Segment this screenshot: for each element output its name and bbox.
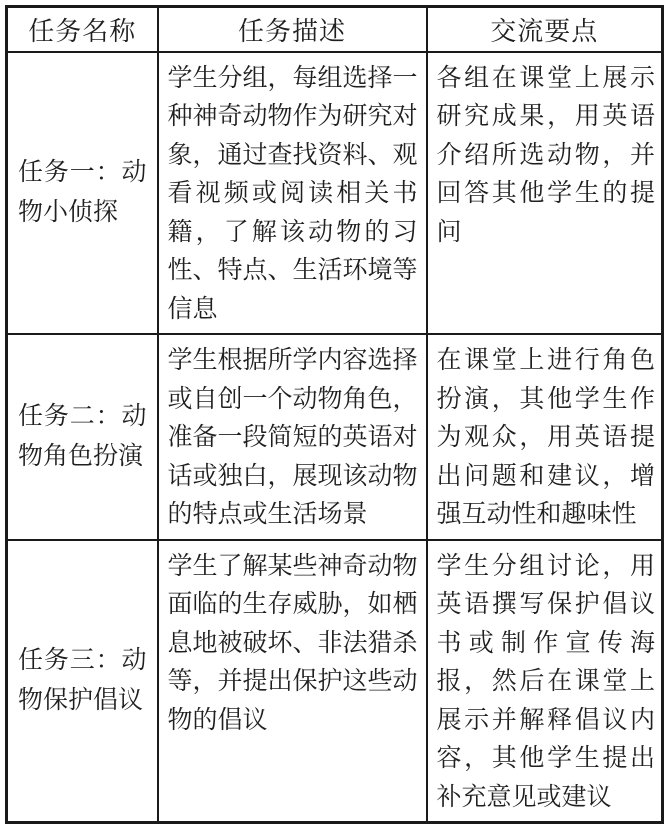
header-communication-points: 交流要点 [427, 7, 663, 52]
task3-description-cell: 学生了解某些神奇动物面临的生存威胁，如栖息地被破坏、非法猎杀等，并提出保护这些动物的倡议 [158, 540, 427, 823]
table-header-row [7, 7, 663, 52]
task3-name-cell: 任务三：动物保护倡议 [7, 540, 158, 823]
header-task-description: 任务描述 [158, 7, 427, 52]
header-task-name: 任务名称 [7, 7, 158, 52]
task2-points-cell: 在课堂上进行角色扮演，其他学生作为观众，用英语提出问题和建议，增强互动性和趣味性 [427, 334, 663, 540]
table-row [7, 334, 663, 540]
task3-points-cell: 学生分组讨论，用英语撰写保护倡议书或制作宣传海报，然后在课堂上展示并解释倡议内容，其他学生提出补充意见或建议 [427, 540, 663, 823]
table-row [7, 52, 663, 335]
task-table [5, 5, 664, 824]
task1-points-cell: 各组在课堂上展示研究成果，用英语介绍所选动物，并回答其他学生的提问 [427, 52, 663, 335]
table-row [7, 540, 663, 823]
task1-name-cell: 任务一：动物小侦探 [7, 52, 158, 335]
task1-description-cell: 学生分组，每组选择一种神奇动物作为研究对象，通过查找资料、观看视频或阅读相关书籍，了解该动物的习性、特点、生活环境等信息 [158, 52, 427, 335]
task2-description-cell: 学生根据所学内容选择或自创一个动物角色，准备一段简短的英语对话或独白，展现该动物的特点或生活场景 [158, 334, 427, 540]
task2-name-cell: 任务二：动物角色扮演 [7, 334, 158, 540]
